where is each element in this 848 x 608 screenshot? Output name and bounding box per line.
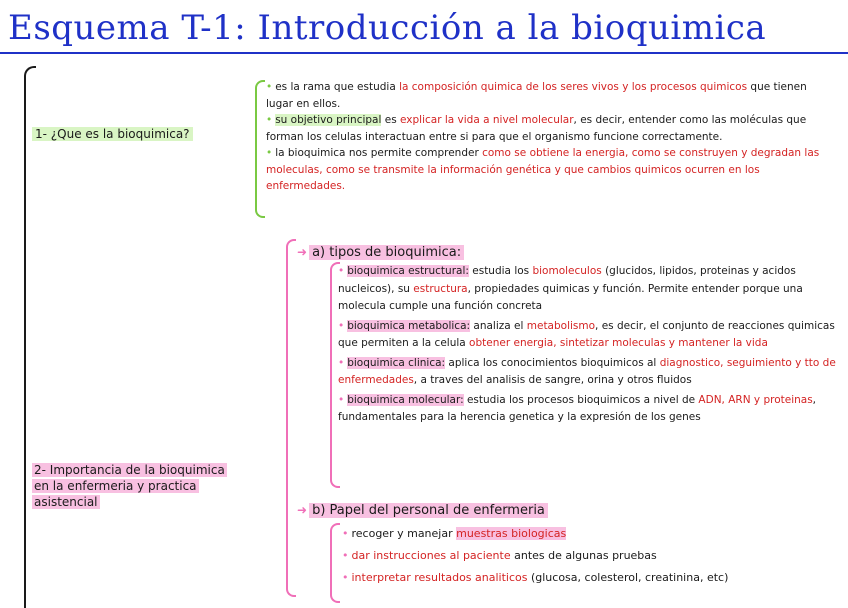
text-run: , es decir, el conjunto de reacciones quimicas que permiten a la celula	[338, 319, 835, 349]
subsection-b-heading	[297, 503, 548, 518]
text-run: es la rama que estudia	[275, 81, 400, 93]
arrow-icon: ➜	[297, 245, 308, 259]
subsection-b-brace	[330, 523, 340, 603]
text-run: analiza el	[470, 319, 527, 332]
bullet-icon: •	[338, 265, 345, 277]
text-run: biomoleculos	[532, 265, 602, 277]
bullet-point	[342, 523, 842, 545]
bullet-icon: •	[338, 356, 345, 369]
bullet-icon: •	[338, 319, 345, 332]
subsection-b-title: b) Papel del personal de enfermeria	[309, 503, 548, 518]
text-run: recoger y manejar	[351, 527, 457, 540]
text-run: (glucosa, colesterol, creatinina, etc)	[527, 571, 729, 584]
text-run: explicar la vida a nivel molecular	[400, 114, 574, 126]
section2-label-line: 2- Importancia de la bioquimica	[34, 463, 225, 477]
text-run: , a traves del analisis de sangre, orina y otros fluidos	[413, 374, 692, 386]
text-run: la bioquimica nos permite comprender	[275, 147, 483, 159]
subsection-a-title: a) tipos de bioquimica:	[309, 245, 464, 260]
text-run: bioquimica molecular:	[347, 393, 464, 406]
text-run: su objetivo principal	[275, 114, 382, 126]
text-run: bioquimica estructural:	[347, 265, 469, 277]
bullet-icon: •	[342, 571, 349, 584]
bullet-point	[266, 112, 836, 145]
bullet-icon: •	[266, 147, 273, 159]
bullet-icon: •	[342, 549, 349, 562]
bullet-point	[342, 567, 842, 589]
text-run: muestras biologicas	[456, 527, 567, 540]
subsection-a-heading	[297, 245, 464, 260]
text-run: ADN, ARN y proteinas	[698, 393, 813, 406]
page-title: Esquema T-1: Introducción a la bioquimica	[8, 8, 767, 48]
section2-label-line: asistencial	[34, 495, 98, 509]
text-run: interpretar resultados analiticos	[351, 571, 528, 584]
text-run: la composición quimica de los seres vivos y los procesos quimicos	[399, 81, 748, 93]
subsection-b-items	[342, 523, 842, 589]
text-run: metabolismo	[526, 319, 596, 332]
bullet-icon: •	[342, 527, 349, 540]
section2-label-line: en la enfermeria y practica	[34, 479, 197, 493]
section1-points	[266, 79, 836, 195]
section2-label	[32, 462, 288, 510]
text-run: , fundamentales para la herencia genetica y la expresión de los genes	[338, 393, 817, 423]
text-run: que tienen lugar en ellos.	[266, 81, 807, 110]
bullet-icon: •	[266, 81, 273, 93]
text-run: como se obtiene la energia, como se construyen y degradan las moleculas, como se transmite la información genética y que cambios quimicos ocurren en los enfermedades.	[266, 147, 820, 192]
text-run: , es decir, entender como las moléculas que forman los celulas interactuan entre si para que el organismo funcione correctamente.	[266, 114, 807, 143]
bullet-point	[338, 355, 838, 390]
bullet-icon: •	[338, 393, 345, 406]
bullet-point	[342, 545, 842, 567]
text-run: obtener energia, sintetizar moleculas y mantener la vida	[469, 337, 768, 349]
bullet-point	[338, 392, 838, 427]
arrow-icon: ➜	[297, 503, 308, 517]
bullet-point	[266, 145, 836, 195]
bullet-point	[338, 263, 838, 316]
text-run: (glucidos, lipidos, proteinas y acidos nucleicos), su	[338, 265, 796, 295]
section1-brace	[255, 80, 265, 218]
text-run: bioquimica clinica:	[347, 356, 446, 369]
text-run: es	[381, 114, 401, 126]
title-underline	[0, 52, 848, 54]
main-bracket	[24, 66, 36, 608]
text-run: diagnostico, seguimiento y tto de enfermedades	[338, 356, 836, 386]
text-run: bioquimica metabolica:	[347, 319, 471, 332]
bullet-icon: •	[266, 114, 273, 126]
text-run: estudia los	[468, 265, 533, 277]
text-run: aplica los conocimientos bioquimicos al	[445, 356, 660, 369]
subsection-a-items	[338, 263, 838, 429]
text-run: estructura	[413, 282, 468, 295]
text-run: estudia los procesos bioquimicos a nivel de	[463, 393, 699, 406]
section2-brace	[286, 239, 296, 597]
section1-label: 1- ¿Que es la bioquimica?	[32, 127, 193, 141]
text-run: dar instrucciones al paciente	[351, 549, 511, 562]
text-run: antes de algunas pruebas	[510, 549, 657, 562]
bullet-point	[266, 79, 836, 112]
text-run: , propiedades quimicas y función. Permite entender porque una molecula cumple una función concreta	[338, 282, 803, 312]
bullet-point	[338, 318, 838, 353]
